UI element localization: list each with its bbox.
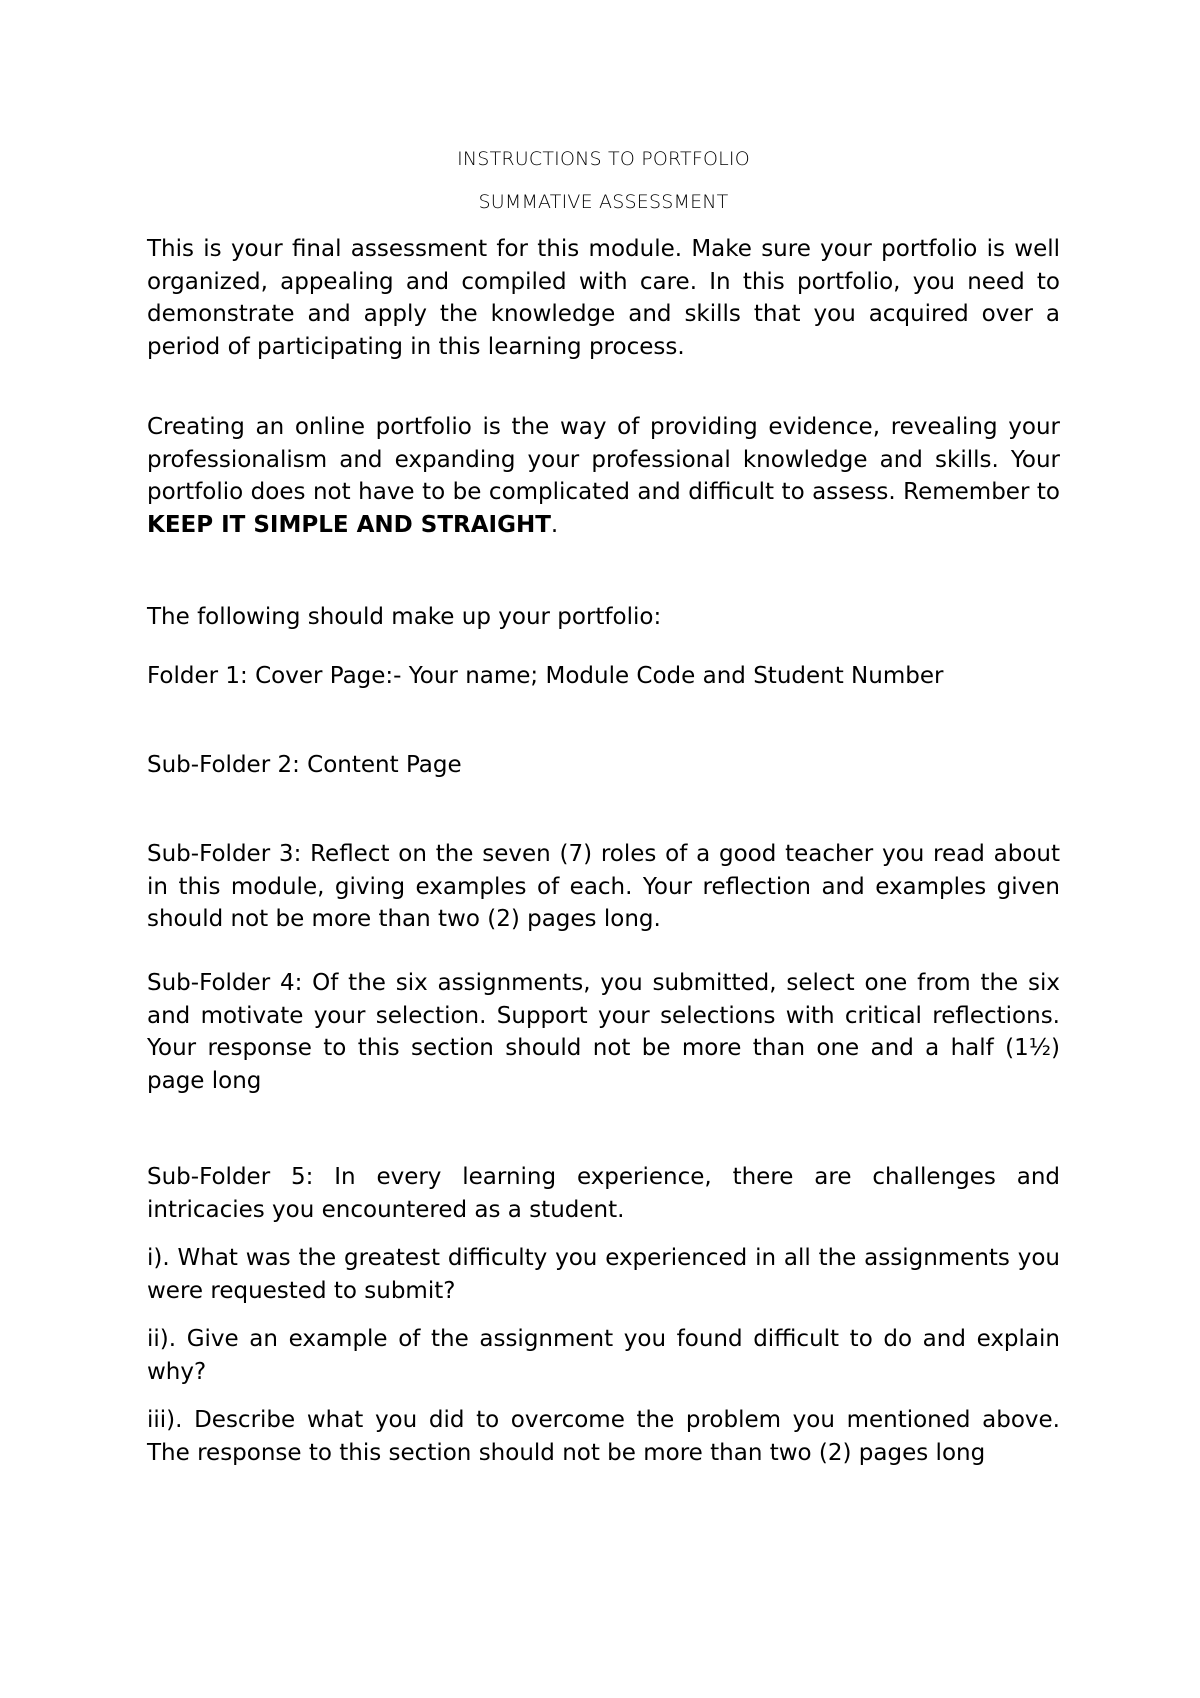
subfolder-4-item: Sub-Folder 4: Of the six assignments, you submitted, select one from the six and motivate your selection. Support your selections with critical reflections. Your response to this section should not be more than one and a half (1½) page long xyxy=(147,970,1060,1094)
keep-it-simple-emphasis: KEEP IT SIMPLE AND STRAIGHT xyxy=(147,511,551,538)
folder-1-item: Folder 1: Cover Page:- Your name; Module Code and Student Number xyxy=(147,663,944,689)
question-2: ii). Give an example of the assignment you found difficult to do and explain why? xyxy=(147,1326,1060,1385)
document-page xyxy=(147,0,1060,1698)
subfolder-5-item: Sub-Folder 5: In every learning experience, there are challenges and intricacies you encountered as a student. xyxy=(147,1164,1060,1223)
online-portfolio-text: Creating an online portfolio is the way of providing evidence, revealing your professionalism and expanding your professional knowledge and skills. Your portfolio does not have to be complicated and difficult to assess. Remember to xyxy=(147,414,1060,505)
subfolder-2-item: Sub-Folder 2: Content Page xyxy=(147,752,462,778)
following-paragraph: The following should make up your portfolio: xyxy=(147,604,662,630)
question-1: i). What was the greatest difficulty you experienced in all the assignments you were requested to submit? xyxy=(147,1245,1060,1304)
question-3: iii). Describe what you did to overcome the problem you mentioned above. The response to this section should not be more than two (2) pages long xyxy=(147,1407,1060,1466)
online-portfolio-paragraph xyxy=(147,411,1060,541)
intro-paragraph: This is your final assessment for this module. Make sure your portfolio is well organized, appealing and compiled with care. In this portfolio, you need to demonstrate and apply the knowledge and skills that you acquired over a period of participating in this learning process. xyxy=(147,236,1060,360)
subfolder-3-item: Sub-Folder 3: Reflect on the seven (7) roles of a good teacher you read about in this module, giving examples of each. Your reflection and examples given should not be more than two (2) pages long. xyxy=(147,841,1060,932)
document-subtitle: SUMMATIVE ASSESSMENT xyxy=(478,191,729,213)
online-portfolio-end: . xyxy=(550,511,559,538)
document-title: INSTRUCTIONS TO PORTFOLIO xyxy=(457,148,750,170)
